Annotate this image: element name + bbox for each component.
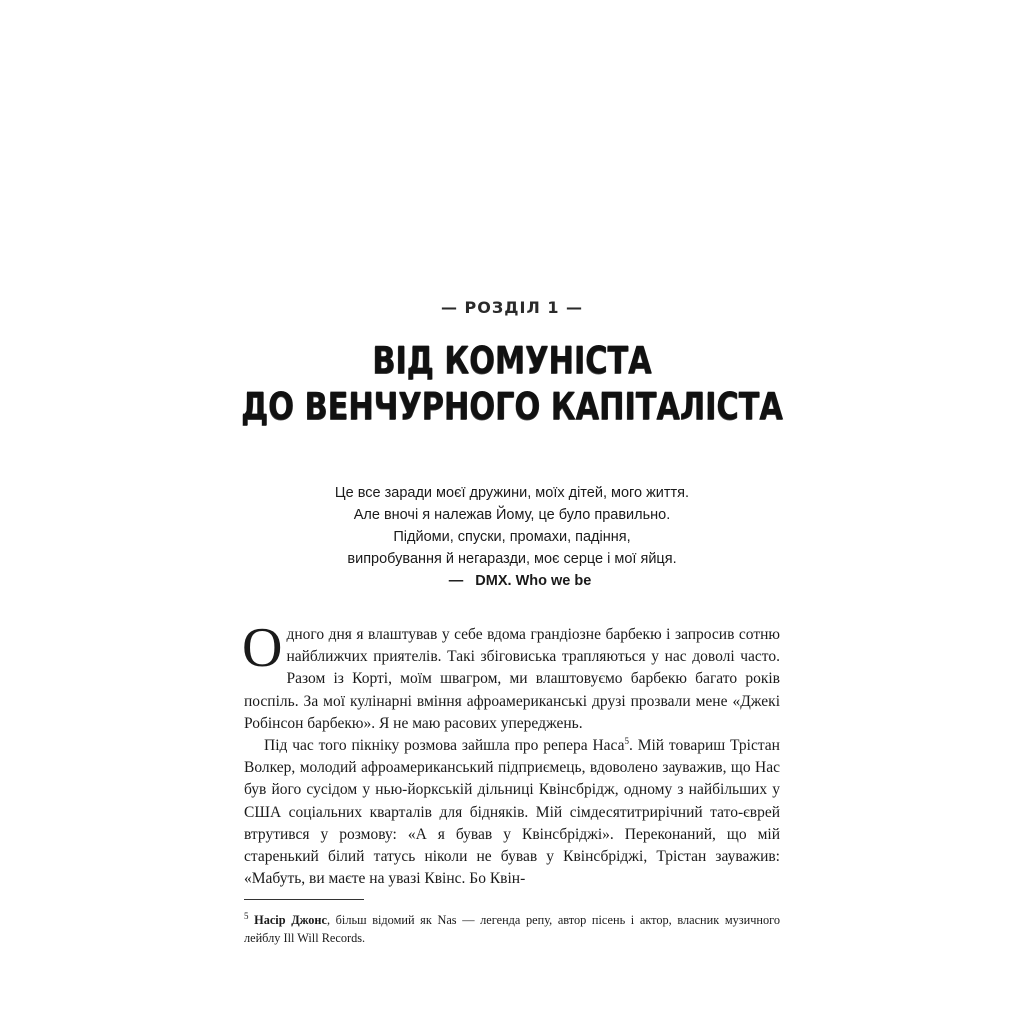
attribution-dash: — — [448, 573, 464, 589]
footnote-number: 5 — [244, 910, 249, 921]
drop-cap: О — [242, 617, 283, 679]
epigraph-line: Це все заради моєї дружини, моїх дітей, мого життя. — [334, 485, 690, 501]
attribution-text: DMX. Who we be — [475, 573, 592, 589]
epigraph-attribution — [262, 570, 762, 592]
footnote-name: Насір Джонс — [254, 913, 327, 927]
paragraph-text: Під час того пікніку розмова зайшла про репера Наса — [264, 737, 625, 755]
epigraph-line: Але вночі я належав Йому, це було правильно. — [353, 507, 671, 523]
epigraph-line: Підйоми, спуски, промахи, падіння, — [393, 529, 631, 545]
epigraph — [262, 482, 762, 592]
chapter-title-line-2: ДО ВЕНЧУРНОГО КАПІТАЛІСТА — [241, 385, 783, 428]
footnote-ref[interactable]: 5 — [624, 735, 629, 746]
paragraph — [244, 735, 780, 890]
chapter-title-line-1: ВІД КОМУНІСТА — [372, 339, 652, 382]
chapter-label: — РОЗДІЛ 1 — — [440, 298, 584, 317]
footnote-text: , більш відомий як Nas — легенда репу, автор пісень і актор, власник музичного лейблу Ill Will Records. — [244, 913, 780, 945]
paragraph-text: дного дня я влаштував у себе вдома грандіозне барбекю і запросив сотню найближчих приятелів. Такі збіговиська трапляються у нас доволі часто. Разом із Корті, моїм швагром, ми влаштовуємо барбекю багато років поспіль. За мої кулінарні вміння афроамериканські друзі прозвали мене «Джекі Робінсон барбекю». Я не маю расових упереджень. — [244, 626, 780, 732]
chapter-title — [92, 338, 932, 430]
paragraph — [242, 617, 780, 735]
footnote — [244, 911, 780, 947]
paragraph-text: . Мій товариш Трістан Волкер, молодий афроамериканський підприємець, вдоволено зауважив, що Нас був його сусідом у нью-йоркській дільниці Квінсбрідж, одному з найбільших у США соціальних кварталів для бідняків. Мій сімдесятитрирічний тато-єврей втрутився у розмову: «А я бував у Квінсбріджі». Переконаний, що мій старенький білий татусь ніколи не бував у Квінсбріджі, Трістан зауважив: «Мабуть, ви маєте на увазі Квінс. Бо Квін- — [244, 737, 780, 888]
epigraph-line: випробування й негаразди, моє серце і мої яйця. — [347, 551, 677, 567]
body-text — [242, 617, 780, 890]
footnote-divider — [244, 899, 364, 900]
